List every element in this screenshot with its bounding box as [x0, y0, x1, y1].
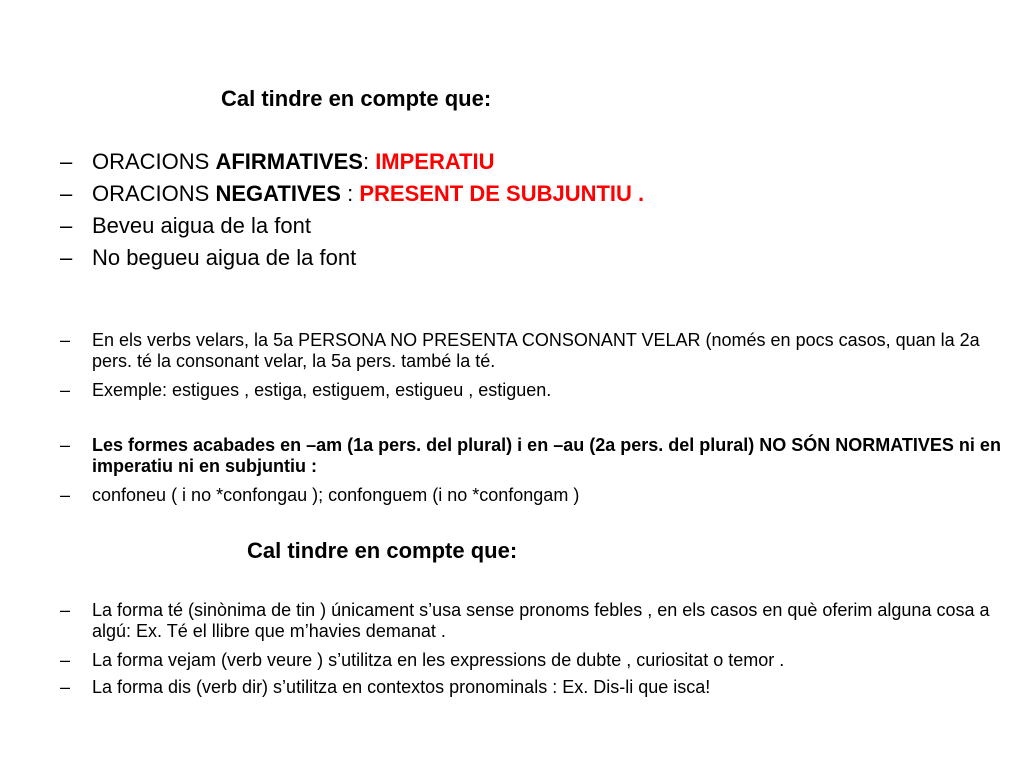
list-item-forma-dis — [60, 677, 1010, 698]
item-bold: AFIRMATIVES — [215, 149, 363, 174]
item-text: Exemple: estigues , estiga, estiguem, estigueu , estiguen. — [92, 380, 552, 400]
list-item-beveu — [60, 210, 1010, 242]
list-item-velar-verbs — [60, 330, 1010, 372]
heading-first: Cal tindre en compte que: — [221, 86, 492, 111]
item-text: La forma vejam (verb veure ) s’utilitza en les expressions de dubte , curiositat o temor . — [92, 650, 785, 670]
list-item-example — [60, 380, 1010, 401]
item-text: No begueu aigua de la font — [92, 245, 357, 270]
list-item-begueu — [60, 242, 1010, 274]
bullet-dash: – — [60, 650, 71, 670]
item-text: En els verbs velars, la 5a PERSONA NO PRESENTA CONSONANT VELAR (només en pocs casos, quan la 2a pers. té la consonant velar, la 5a pers. també la té. — [92, 330, 980, 371]
list-item-confoneu — [60, 485, 1010, 506]
bullet-dash: – — [60, 181, 73, 206]
bullet-dash: – — [60, 149, 73, 174]
item-bold: NEGATIVES — [215, 181, 341, 206]
list-item-forma-vejam — [60, 650, 1010, 671]
bullet-dash: – — [60, 213, 73, 238]
bullet-dash: – — [60, 677, 71, 697]
item-text: Les formes acabades en –am (1a pers. del plural) i en –au (2a pers. del plural) NO SÓN NORMATIVES ni en imperatiu ni en subjuntiu : — [92, 435, 1001, 476]
bullet-dash: – — [60, 245, 73, 270]
bullet-dash: – — [60, 435, 71, 455]
item-separator: : — [340, 181, 360, 206]
item-text: La forma dis (verb dir) s’utilitza en contextos pronominals : Ex. Dis-li que isca! — [92, 677, 711, 697]
bullet-dash: – — [60, 485, 71, 505]
item-text — [92, 146, 1010, 178]
bullet-dash: – — [60, 380, 71, 400]
item-separator: : — [362, 149, 376, 174]
item-text: La forma té (sinònima de tin ) únicament s’usa sense pronoms febles , en els casos en què oferim alguna cosa a algú: Ex. Té el llibre que m’havies demanat . — [92, 600, 990, 641]
item-text — [92, 178, 1010, 210]
list-item-affirmatives — [60, 146, 1010, 178]
list-item-forma-te — [60, 600, 1010, 642]
list-item-negatives — [60, 178, 1010, 210]
item-red-highlight: PRESENT DE SUBJUNTIU . — [359, 181, 645, 206]
item-prefix: ORACIONS — [92, 181, 216, 206]
item-text: Beveu aigua de la font — [92, 213, 311, 238]
bullet-dash: – — [60, 600, 71, 620]
bullet-dash: – — [60, 330, 71, 350]
heading-second: Cal tindre en compte que: — [247, 538, 518, 563]
list-item-forms-am-au — [60, 435, 1010, 477]
item-red-highlight: IMPERATIU — [375, 149, 495, 174]
item-text: confoneu ( i no *confongau ); confonguem (i no *confongam ) — [92, 485, 580, 505]
item-prefix: ORACIONS — [92, 149, 216, 174]
